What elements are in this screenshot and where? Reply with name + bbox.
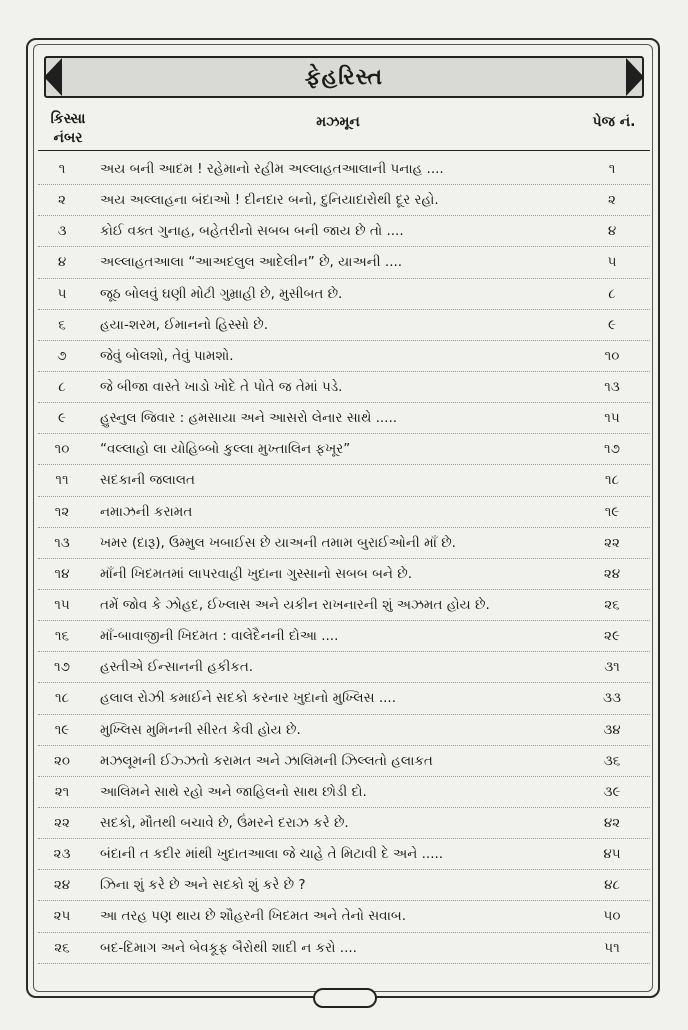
row-number: ૯ — [58, 410, 66, 427]
row-page: ૧૭ — [604, 441, 620, 458]
row-page: ૧૫ — [604, 410, 620, 427]
row-title: જે બીજા વાસ્તે ખાડો ખોદે તે પોતે જ તેમાં પડે. — [100, 378, 343, 395]
row-title: આ તરહ પણ થાય છે શૌહરની ખિદમત અને તેનો સવાબ. — [100, 908, 407, 925]
row-title: અલ્લાહતઆલા “આઅદલુલ આદેલીન” છે, યાઅની .... — [100, 254, 403, 271]
row-number: ૧૯ — [54, 721, 70, 738]
table-row — [38, 746, 650, 777]
row-title: અય અલ્લાહના બંદાઓ ! દીનદાર બનો, દુનિયાદારોથી દૂર રહો. — [100, 192, 439, 209]
table-row — [38, 777, 650, 808]
table-row — [38, 839, 650, 870]
row-title: નમાઝની કરામત — [100, 503, 193, 520]
right-arrow-icon — [626, 58, 644, 96]
row-number: ૧૧ — [55, 472, 69, 489]
table-row — [38, 247, 650, 278]
table-row — [38, 683, 650, 714]
table-row — [38, 715, 650, 746]
row-title: જેવું બોલશો, તેવું પામશો. — [100, 347, 234, 364]
table-row — [38, 279, 650, 310]
row-title: માઁ-બાવાજીની ખિદમત : વાલેદૈનની દોઆ .... — [100, 628, 339, 645]
row-page: ૯ — [608, 316, 616, 333]
row-number: ૭ — [57, 347, 67, 364]
table-row — [38, 559, 650, 590]
row-number: ૨૨ — [54, 814, 70, 831]
row-title: સદકો, મૌતથી બચાવે છે, ઉંમરને દરાઝ કરે છે. — [100, 814, 349, 831]
row-number: ૧૭ — [54, 659, 70, 676]
row-page: ૪ — [607, 223, 617, 240]
row-page: ૫ — [607, 254, 617, 271]
title-banner — [44, 56, 644, 98]
table-row — [38, 403, 650, 434]
left-arrow-icon — [44, 58, 62, 96]
row-number: ૫ — [57, 285, 67, 302]
row-title: મઝલૂમની ઈઝ્ઝતો કરામત અને ઝાલિમની ઝિલ્લતો હલાકત — [100, 752, 433, 769]
header-subject: મઝમૂન — [316, 114, 360, 130]
row-number: ૧૦ — [54, 441, 70, 458]
row-number: ૧૮ — [54, 690, 70, 707]
row-number: ૨૧ — [54, 783, 70, 800]
row-number: ૨૫ — [53, 908, 71, 925]
row-title: હલાલ રોઝી કમાઈને સદકો કરનાર ખુદાનો મુખ્લિસ .... — [100, 690, 397, 707]
row-number: ૧૪ — [54, 565, 70, 582]
table-row — [38, 185, 650, 216]
row-title: બદ-દિમાગ અને બેવકૂફ બૈરોથી શાદી ન કરો .... — [100, 939, 357, 956]
table-row — [38, 434, 650, 465]
row-page: ૪૨ — [603, 814, 621, 831]
row-page: ૧૯ — [604, 503, 620, 520]
row-title: આલિમને સાથે રહો અને જાહિલનો સાથ છોડી દો. — [100, 783, 367, 800]
row-page: ૧૮ — [604, 472, 620, 489]
row-title: કોઈ વક્ત ગુનાહ, બહેતરીનો સબબ બની જાય છે તો .... — [100, 223, 404, 240]
row-title: સદકાની જલાલત — [100, 472, 195, 489]
table-row — [38, 216, 650, 247]
row-title: જૂઠ બોલવું ઘણી મોટી ગુમ્રાહી છે, મુસીબત છે. — [100, 285, 343, 302]
row-title: બંદાની ત કદીર માંથી ખુદાતઆલા જે ચાહે તે મિટાવી દે અને ..... — [100, 846, 444, 863]
row-page: ૫૧ — [604, 939, 620, 956]
row-page: ૧૩ — [604, 378, 620, 395]
table-row — [38, 372, 650, 403]
table-row — [38, 933, 650, 964]
row-page: ૩૩ — [603, 690, 621, 707]
row-number: ૨૬ — [54, 939, 70, 956]
table-row — [38, 310, 650, 341]
table-row — [38, 621, 650, 652]
row-title: હુસ્નુલ જિવાર : હમસાયા અને આસરો લેનાર સાથે ..... — [100, 410, 398, 427]
row-page: ૪૮ — [604, 877, 620, 894]
row-page: ૨૬ — [604, 596, 620, 613]
table-row — [38, 901, 650, 932]
row-number: ૮ — [58, 378, 66, 395]
table-row — [38, 341, 650, 372]
row-number: ૧૩ — [54, 534, 70, 551]
bottom-ornament — [313, 988, 377, 1008]
row-title: ખમર (દારૂ), ઉમ્મુલ ખબાઈસ છે યાઅની તમામ બુરાઈઓની માઁ છે. — [100, 534, 456, 551]
row-page: ૩૪ — [603, 721, 621, 738]
table-row — [38, 465, 650, 496]
row-title: તમેં જોવ કે ઝોહદ, ઈખ્લાસ અને યકીન રાખનારની શું અઝમત હોય છે. — [100, 596, 490, 613]
table-row — [38, 154, 650, 185]
row-number: ૧૫ — [54, 596, 70, 613]
table-row — [38, 528, 650, 559]
row-number: ૨૪ — [53, 877, 71, 894]
row-title: માઁની ખિદમતમાં લાપરવાહી ખુદાના ગુસ્સાનો સબબ બને છે. — [100, 565, 413, 582]
row-page: ૨ — [608, 192, 616, 209]
row-number: ૨૩ — [53, 846, 71, 863]
header-page: પેજ નં. — [592, 114, 636, 130]
row-number: ૬ — [58, 316, 66, 333]
row-number: ૧ — [58, 161, 66, 177]
table-row — [38, 870, 650, 901]
row-page: ૩૯ — [603, 783, 621, 800]
row-page: ૧૦ — [604, 347, 620, 364]
row-number: ૨૦ — [53, 752, 71, 769]
table-row — [38, 652, 650, 683]
row-page: ૨૪ — [603, 565, 621, 582]
row-number: ૧૨ — [54, 503, 70, 520]
row-title: “વલ્લાહો લા યોહિબ્બો કુલ્લા મુખ્તાલિન ફખૂર” — [100, 441, 351, 458]
row-title: મુખ્લિસ મુમિનની સીરત કેવી હોય છે. — [100, 721, 301, 738]
contents-list — [38, 154, 650, 964]
row-page: ૧ — [608, 161, 616, 177]
row-title: અય બની આદમ ! રહેમાનો રહીમ અલ્લાહતઆલાની પનાહ .... — [100, 161, 444, 177]
header-number: કિસ્સા નંબર — [50, 111, 86, 146]
row-number: ૨ — [58, 192, 66, 209]
row-number: ૪ — [57, 254, 67, 271]
row-title: હયા-શરમ, ઈમાનનો હિસ્સો છે. — [100, 316, 269, 333]
table-header — [38, 108, 650, 152]
row-page: ૩૧ — [604, 659, 620, 676]
row-page: ૪૫ — [603, 846, 621, 863]
row-number: ૩ — [57, 223, 67, 240]
table-row — [38, 590, 650, 621]
row-page: ૨૯ — [604, 628, 620, 645]
row-title: હસ્તીએ ઈન્સાનની હકીકત. — [100, 659, 254, 676]
row-page: ૩૬ — [603, 752, 621, 769]
row-number: ૧૬ — [54, 628, 70, 645]
row-title: ઝિના શું કરે છે અને સદકો શું કરે છે ? — [100, 877, 306, 894]
header-divider — [38, 150, 650, 151]
table-row — [38, 808, 650, 839]
row-page: ૫૦ — [603, 908, 621, 925]
row-page: ૨૨ — [604, 534, 620, 551]
row-page: ૮ — [608, 285, 616, 302]
page-title: ફેહરિસ્ત — [304, 64, 384, 90]
table-row — [38, 497, 650, 528]
